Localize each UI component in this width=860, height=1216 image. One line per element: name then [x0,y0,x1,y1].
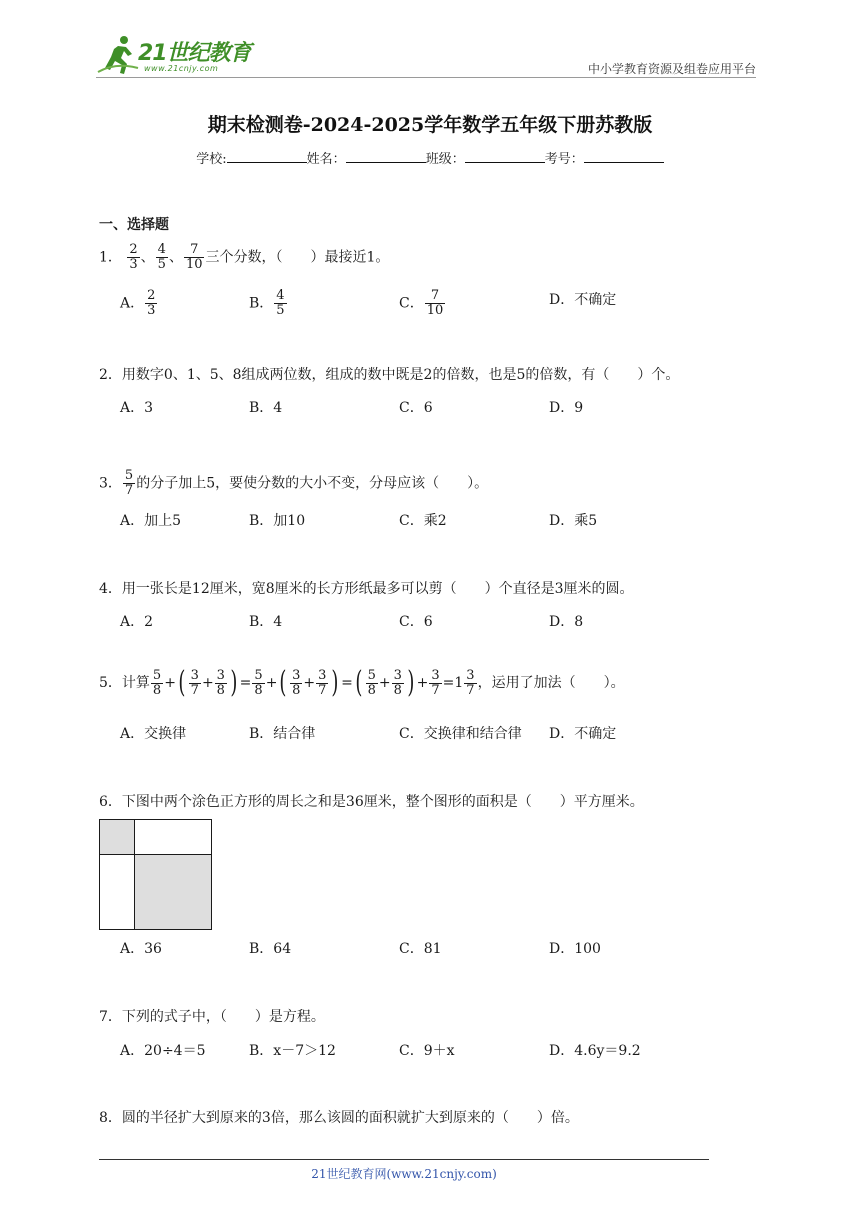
class-blank[interactable] [465,150,545,163]
option-b[interactable]: B．4 [249,400,283,416]
number-label: 考号： [544,152,584,167]
footer-link[interactable]: 21世纪教育网(www.21cnjy.com) [311,1167,497,1181]
question-number: 6． [99,794,122,810]
footer-divider [99,1159,709,1160]
option-a[interactable]: A．2 [120,614,154,630]
option-c[interactable]: C．6 [399,614,433,630]
fraction: $\frac{5}{8}$ [152,667,162,698]
option-a[interactable]: A． $\frac{2}{3}$ [120,288,156,318]
number-blank[interactable] [584,150,664,163]
question-text: 的分子加上5，要使分数的大小不变，分母应该（ ）。 [136,475,489,492]
header-divider [96,77,756,78]
header-platform-text: 中小学教育资源及组卷应用平台 [587,62,756,76]
option-d[interactable]: D．乘5 [549,513,598,529]
option-c[interactable]: C．9＋x [399,1043,455,1059]
question-text: 下图中两个涂色正方形的周长之和是36厘米，整个图形的面积是（ ）平方厘米。 [121,794,644,810]
option-d[interactable]: D．不确定 [549,292,617,308]
question-6 [99,792,644,812]
option-d[interactable]: D．100 [549,941,601,957]
question-number: 2． [99,367,122,383]
question-number: 5． [99,675,122,691]
option-b[interactable]: B．x－7＞12 [249,1043,336,1059]
name-blank[interactable] [346,150,426,163]
fraction: $\frac{2}{3}$ [129,242,138,272]
logo-url: www.21cnjy.com [144,64,219,73]
option-a[interactable]: A．36 [120,941,162,957]
question-number: 4． [99,581,122,597]
option-b[interactable]: B．64 [249,941,292,957]
question-suffix: ，运用了加法（ ）。 [477,675,625,691]
logo-text: 21世纪教育 [138,41,251,66]
option-c[interactable]: C．乘2 [399,513,447,529]
squares-figure [99,819,212,930]
section-title: 一、选择题 [99,217,169,233]
fraction: $\frac{3}{7}$ [318,667,327,698]
fraction: $\frac{3}{8}$ [216,667,225,698]
fraction: $\frac{3}{8}$ [292,667,301,698]
fraction: $\frac{3}{7}$ [190,667,199,698]
question-number: 7． [99,1009,122,1025]
question-text: 三个分数，（ ）最接近1。 [205,249,390,266]
option-d[interactable]: D．9 [549,400,584,416]
small-shaded-square [100,820,135,855]
option-c[interactable]: C．81 [399,941,442,957]
separator: 、 [168,249,183,266]
fraction: $\frac{5}{8}$ [367,667,376,698]
question-1 [99,243,389,272]
option-d[interactable]: D．不确定 [549,726,617,742]
fraction: $\frac{3}{7}$ [466,667,475,698]
name-label: 姓名： [306,152,346,167]
school-blank[interactable] [227,150,307,163]
school-label: 学校: [196,152,227,167]
option-b[interactable]: B．4 [249,614,283,630]
question-prefix: 计算 [121,675,150,691]
question-text: 用数字0、1、5、8组成两位数，组成的数中既是2的倍数，也是5的倍数，有（ ）个。 [121,367,680,383]
class-label: 班级： [425,152,465,167]
question-2 [99,365,679,385]
question-number: 1． [99,249,122,266]
page-title: 期末检测卷-2024-2025学年数学五年级下册苏教版 [207,114,653,136]
fraction: $\frac{7}{10}$ [185,242,203,272]
option-c[interactable]: C． $\frac{7}{10}$ [399,288,444,318]
fraction: $\frac{4}{5}$ [157,242,166,272]
fraction: $\frac{5}{8}$ [254,667,263,698]
question-3 [99,469,488,498]
question-number: 8． [99,1110,122,1126]
option-a[interactable]: A．交换律 [120,726,187,742]
question-number: 3． [99,475,122,492]
question-5: 5．计算 $\frac{5}{8}$ +( $\frac{3}{7}$ + $\frac{3}{8}$ ) = $\frac{5}{8}$ +( $\frac{3}{8}$ + $\frac{3}{7}$ ) =( $\frac{5}{8}$ + $\frac{3}{8}$ ) + $\frac{3}{7}$ =1 $\frac{3}{7}$ ，运用了加法（ ）。 [99,665,625,700]
separator: 、 [140,249,155,266]
logo [96,34,266,78]
option-a[interactable]: A．3 [120,400,154,416]
option-a[interactable]: A．加上5 [120,513,182,529]
option-c[interactable]: C．交换律和结合律 [399,726,522,742]
question-text: 圆的半径扩大到原来的3倍，那么该圆的面积就扩大到原来的（ ）倍。 [121,1110,579,1126]
large-shaded-square [135,855,212,930]
option-b[interactable]: B．结合律 [249,726,316,742]
fraction: $\frac{3}{8}$ [393,667,402,698]
question-text: 用一张长是12厘米，宽8厘米的长方形纸最多可以剪（ ）个直径是3厘米的圆。 [121,581,634,597]
option-d[interactable]: D．8 [549,614,584,630]
question-7 [99,1007,325,1027]
question-4 [99,579,634,599]
question-text: 下列的式子中，（ ）是方程。 [121,1009,325,1025]
option-d[interactable]: D．4.6y＝9.2 [549,1043,641,1059]
fraction: $\frac{5}{7}$ [124,468,134,498]
question-8 [99,1108,579,1128]
runner-logo-icon [96,34,140,78]
option-b[interactable]: B．加10 [249,513,306,529]
fraction: $\frac{3}{7}$ [431,667,440,698]
student-info-line [0,148,860,167]
option-a[interactable]: A．20÷4＝5 [120,1043,206,1059]
option-c[interactable]: C．6 [399,400,433,416]
option-b[interactable]: B． $\frac{4}{5}$ [249,288,285,318]
